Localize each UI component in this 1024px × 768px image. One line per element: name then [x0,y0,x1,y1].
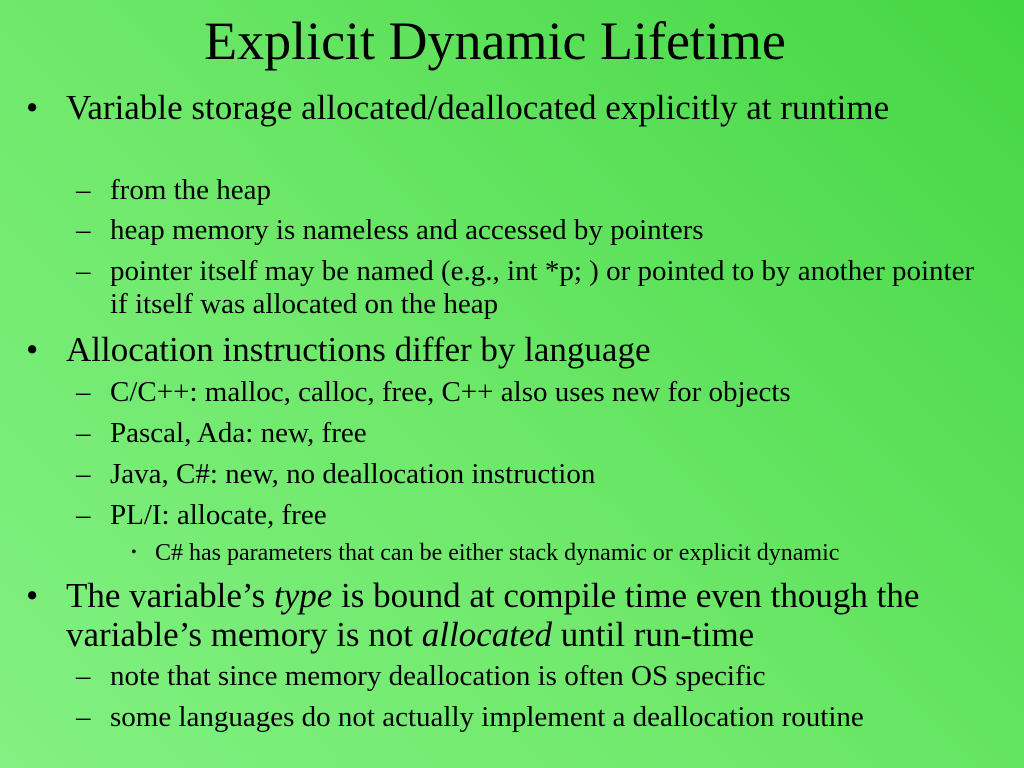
sub-bullet-item [76,499,990,532]
sub-bullet-text: note that since memory deallocation is often OS specific [110,660,766,692]
dash-marker: – [76,417,91,449]
emphasis-text: type [273,576,333,615]
slide-title: Explicit Dynamic Lifetime [204,11,786,71]
sub-bullet-item [76,417,990,450]
sub-bullet-item [76,376,990,409]
dash-marker: – [76,660,91,692]
bullet-text: Variable storage allocated/deallocated explicitly at runtime [66,88,890,127]
bullet-marker: • [26,576,39,615]
bullet-item [26,576,996,654]
sub-bullet-item [76,660,990,693]
sub-sub-bullet-text: C# has parameters that can be either stack dynamic or explicit dynamic [155,540,840,566]
bullet-text: Allocation instructions differ by language [66,330,651,369]
sub-bullet-text: some languages do not actually implement a deallocation routine [110,701,864,733]
sub-bullet-text: Pascal, Ada: new, free [110,417,367,449]
bullet-text-part: is bound at compile time even though the variable’s memory is not [66,576,920,654]
dash-marker: – [76,376,91,408]
dash-marker: – [76,458,91,490]
bullet-marker: • [131,544,137,561]
sub-sub-bullet-item [131,539,1015,567]
sub-bullet-text: PL/I: allocate, free [110,499,327,531]
sub-bullet-item [76,174,990,207]
sub-bullet-text: C/C++: malloc, calloc, free, C++ also uses new for objects [110,376,791,408]
sub-bullet-text: Java, C#: new, no deallocation instruction [110,458,596,490]
dash-marker: – [76,701,91,733]
bullet-marker: • [26,330,39,369]
emphasis-text: allocated [421,615,553,654]
dash-marker: – [76,255,91,287]
bullet-text-part: The variable’s [66,576,274,615]
bullet-text-part: until run-time [552,615,755,654]
bullet-item [26,88,996,127]
sub-bullet-text: pointer itself may be named (e.g., int *p; ) or pointed to by another pointer if itself was allocated on the heap [110,255,975,320]
bullet-item [26,330,996,369]
dash-marker: – [76,214,91,246]
sub-bullet-item [76,214,990,247]
sub-bullet-text: heap memory is nameless and accessed by pointers [110,214,704,246]
sub-bullet-item [76,701,990,734]
dash-marker: – [76,499,91,531]
sub-bullet-item [76,255,990,321]
bullet-marker: • [26,88,39,127]
sub-bullet-item [76,458,990,491]
sub-bullet-text: from the heap [110,174,272,206]
dash-marker: – [76,174,91,206]
